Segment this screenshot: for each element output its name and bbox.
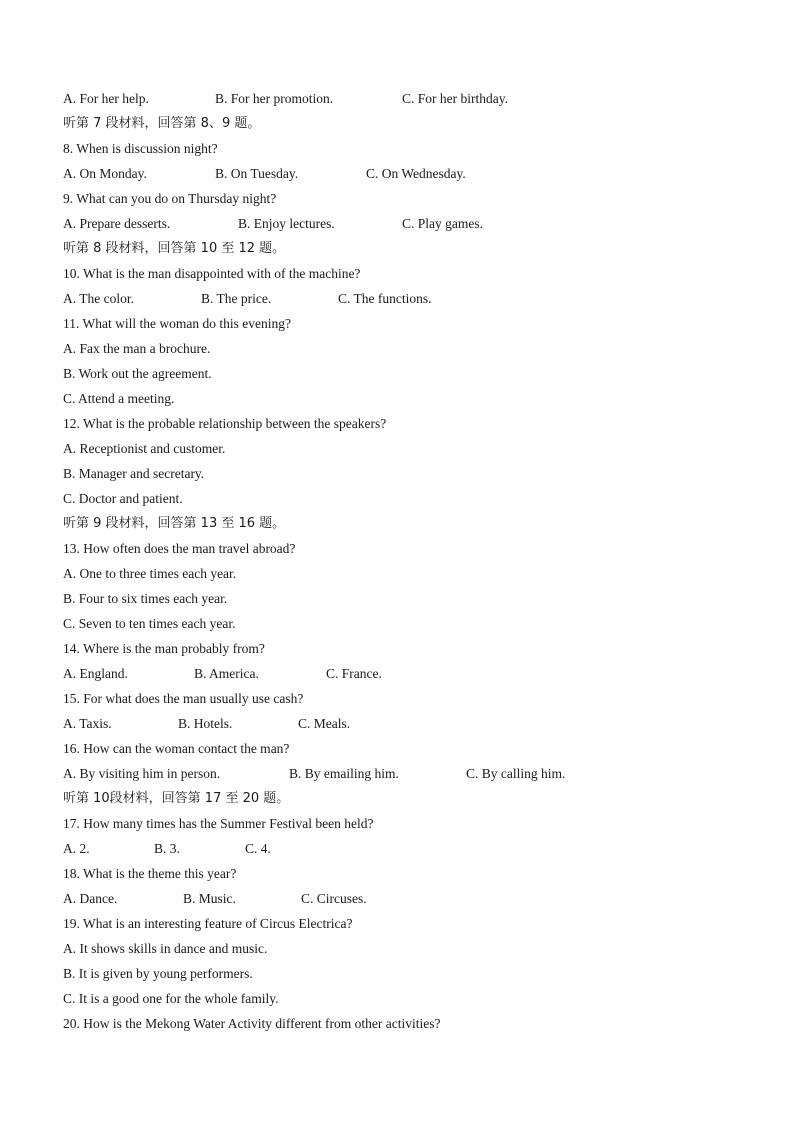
q15-question: 15. For what does the man usually use cash?: [63, 691, 304, 706]
section8-header: 听第 8 段材料，回答第 10 至 12 题。: [63, 241, 286, 256]
q19-option-a: A. It shows skills in dance and music.: [63, 941, 268, 956]
q16-options-row: [63, 764, 743, 789]
q16-option-a: A. By visiting him in person.: [63, 766, 221, 781]
section9-header: 听第 9 段材料，回答第 13 至 16 题。: [63, 516, 286, 531]
q11-question: 11. What will the woman do this evening?: [63, 316, 291, 331]
q8-question: 8. When is discussion night?: [63, 141, 218, 156]
exam-page: [63, 89, 743, 1039]
q8-option-a: A. On Monday.: [63, 166, 147, 181]
q18-options-row: [63, 889, 743, 914]
q13-question: 13. How often does the man travel abroad?: [63, 541, 296, 556]
q18-option-b: B. Music.: [183, 891, 236, 906]
q14-option-a: A. England.: [63, 666, 128, 681]
q10-option-b: B. The price.: [201, 291, 272, 306]
q17-question: 17. How many times has the Summer Festival been held?: [63, 816, 374, 831]
q17-option-b: B. 3.: [154, 841, 180, 856]
q7-option-c: C. For her birthday.: [402, 91, 508, 106]
q8-options-row: [63, 164, 743, 189]
q15-options-row: [63, 714, 743, 739]
q14-question: 14. Where is the man probably from?: [63, 641, 265, 656]
q9-option-b: B. Enjoy lectures.: [238, 216, 335, 231]
q15-option-c: C. Meals.: [298, 716, 351, 731]
q15-option-b: B. Hotels.: [178, 716, 233, 731]
q16-option-c: C. By calling him.: [466, 766, 566, 781]
q17-options-row: [63, 839, 743, 864]
q9-options-row: [63, 214, 743, 239]
q18-option-c: C. Circuses.: [301, 891, 367, 906]
q15-option-a: A. Taxis.: [63, 716, 112, 731]
q7-options-row: [63, 89, 743, 114]
q10-option-c: C. The functions.: [338, 291, 432, 306]
q12-option-b: B. Manager and secretary.: [63, 466, 205, 481]
q17-option-c: C. 4.: [245, 841, 271, 856]
q11-option-a: A. Fax the man a brochure.: [63, 341, 211, 356]
q19-option-c: C. It is a good one for the whole family.: [63, 991, 279, 1006]
q17-option-a: A. 2.: [63, 841, 90, 856]
q10-option-a: A. The color.: [63, 291, 134, 306]
q13-option-a: A. One to three times each year.: [63, 566, 237, 581]
q12-question: 12. What is the probable relationship between the speakers?: [63, 416, 387, 431]
q18-question: 18. What is the theme this year?: [63, 866, 237, 881]
q7-option-b: B. For her promotion.: [215, 91, 334, 106]
q9-question: 9. What can you do on Thursday night?: [63, 191, 277, 206]
q9-option-c: C. Play games.: [402, 216, 483, 231]
q10-question: 10. What is the man disappointed with of the machine?: [63, 266, 361, 281]
q19-option-b: B. It is given by young performers.: [63, 966, 253, 981]
q13-option-b: B. Four to six times each year.: [63, 591, 228, 606]
section7-header: 听第 7 段材料，回答第 8、9 题。: [63, 116, 261, 131]
q14-options-row: [63, 664, 743, 689]
q20-question: 20. How is the Mekong Water Activity different from other activities?: [63, 1016, 441, 1031]
q18-option-a: A. Dance.: [63, 891, 118, 906]
q8-option-b: B. On Tuesday.: [215, 166, 299, 181]
q14-option-c: C. France.: [326, 666, 382, 681]
q10-options-row: [63, 289, 743, 314]
q8-option-c: C. On Wednesday.: [366, 166, 466, 181]
q11-option-b: B. Work out the agreement.: [63, 366, 212, 381]
q9-option-a: A. Prepare desserts.: [63, 216, 171, 231]
q16-option-b: B. By emailing him.: [289, 766, 399, 781]
section10-header: 听第 10段材料，回答第 17 至 20 题。: [63, 791, 290, 806]
q12-option-a: A. Receptionist and customer.: [63, 441, 226, 456]
q14-option-b: B. America.: [194, 666, 259, 681]
q19-question: 19. What is an interesting feature of Circus Electrica?: [63, 916, 353, 931]
q7-option-a: A. For her help.: [63, 91, 149, 106]
q13-option-c: C. Seven to ten times each year.: [63, 616, 236, 631]
q11-option-c: C. Attend a meeting.: [63, 391, 175, 406]
q16-question: 16. How can the woman contact the man?: [63, 741, 290, 756]
q12-option-c: C. Doctor and patient.: [63, 491, 183, 506]
